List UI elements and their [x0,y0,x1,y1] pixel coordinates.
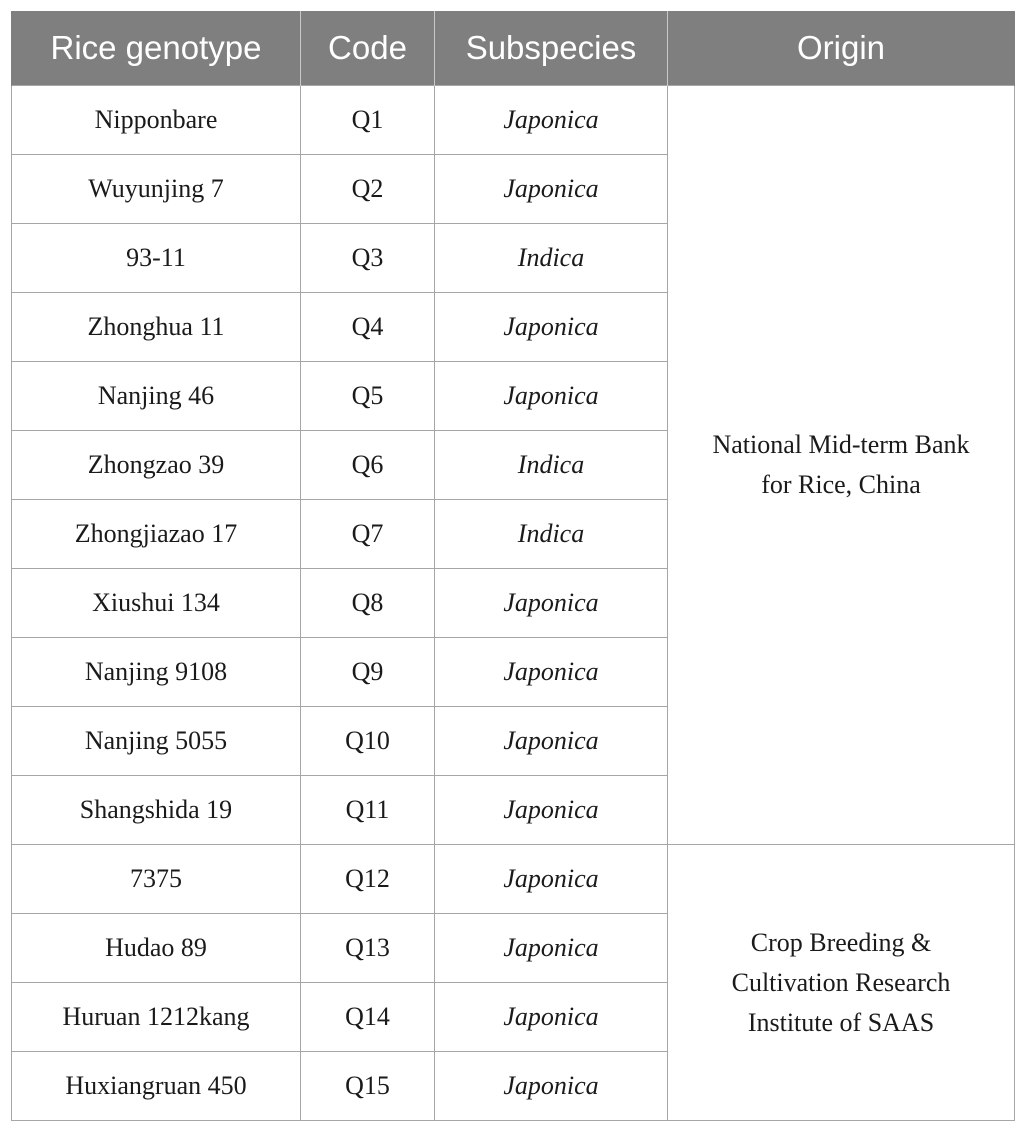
subspecies-cell: Japonica [435,86,668,155]
origin-line: Crop Breeding & [750,927,932,957]
code-cell: Q1 [301,86,435,155]
subspecies-cell: Japonica [435,293,668,362]
subspecies-cell: Japonica [435,914,668,983]
code-cell: Q2 [301,155,435,224]
genotype-cell: Hudao 89 [12,914,301,983]
subspecies-cell: Japonica [435,1052,668,1121]
header-subspecies: Subspecies [435,11,668,86]
subspecies-cell: Indica [435,224,668,293]
subspecies-cell: Japonica [435,707,668,776]
table-container [11,11,1015,1121]
code-cell: Q5 [301,362,435,431]
subspecies-cell: Japonica [435,569,668,638]
origin-cell [668,86,1015,845]
rice-genotype-table [11,11,1015,1121]
header-code: Code [301,11,435,86]
genotype-cell: Wuyunjing 7 [12,155,301,224]
origin-line: for Rice, China [761,470,921,499]
code-cell: Q9 [301,638,435,707]
code-cell: Q10 [301,707,435,776]
code-cell: Q15 [301,1052,435,1121]
code-cell: Q14 [301,983,435,1052]
code-cell: Q12 [301,845,435,914]
origin-cell [668,845,1015,1121]
code-cell: Q3 [301,224,435,293]
genotype-cell: Xiushui 134 [12,569,301,638]
subspecies-cell: Indica [435,431,668,500]
genotype-cell: Huxiangruan 450 [12,1052,301,1121]
genotype-cell: Zhonghua 11 [12,293,301,362]
code-cell: Q13 [301,914,435,983]
origin-text [732,923,951,1043]
genotype-cell: Nanjing 5055 [12,707,301,776]
code-cell: Q7 [301,500,435,569]
genotype-cell: Nipponbare [12,86,301,155]
subspecies-cell: Japonica [435,638,668,707]
subspecies-cell: Indica [435,500,668,569]
table-row [12,86,1015,155]
genotype-cell: 7375 [12,845,301,914]
header-row [12,11,1015,86]
origin-line: Cultivation Research [731,967,951,997]
subspecies-cell: Japonica [435,776,668,845]
genotype-cell: Shangshida 19 [12,776,301,845]
subspecies-cell: Japonica [435,845,668,914]
genotype-cell: 93-11 [12,224,301,293]
code-cell: Q6 [301,431,435,500]
code-cell: Q11 [301,776,435,845]
header-origin: Origin [668,11,1015,86]
table-row [12,845,1015,914]
origin-text [712,425,969,505]
code-cell: Q4 [301,293,435,362]
header-rice-genotype: Rice genotype [12,11,301,86]
origin-line: Institute of SAAS [747,1007,935,1037]
genotype-cell: Nanjing 46 [12,362,301,431]
genotype-cell: Zhongjiazao 17 [12,500,301,569]
code-cell: Q8 [301,569,435,638]
subspecies-cell: Japonica [435,155,668,224]
subspecies-cell: Japonica [435,362,668,431]
subspecies-cell: Japonica [435,983,668,1052]
genotype-cell: Nanjing 9108 [12,638,301,707]
genotype-cell: Zhongzao 39 [12,431,301,500]
genotype-cell: Huruan 1212kang [12,983,301,1052]
origin-line: National Mid-term Bank [712,430,970,459]
